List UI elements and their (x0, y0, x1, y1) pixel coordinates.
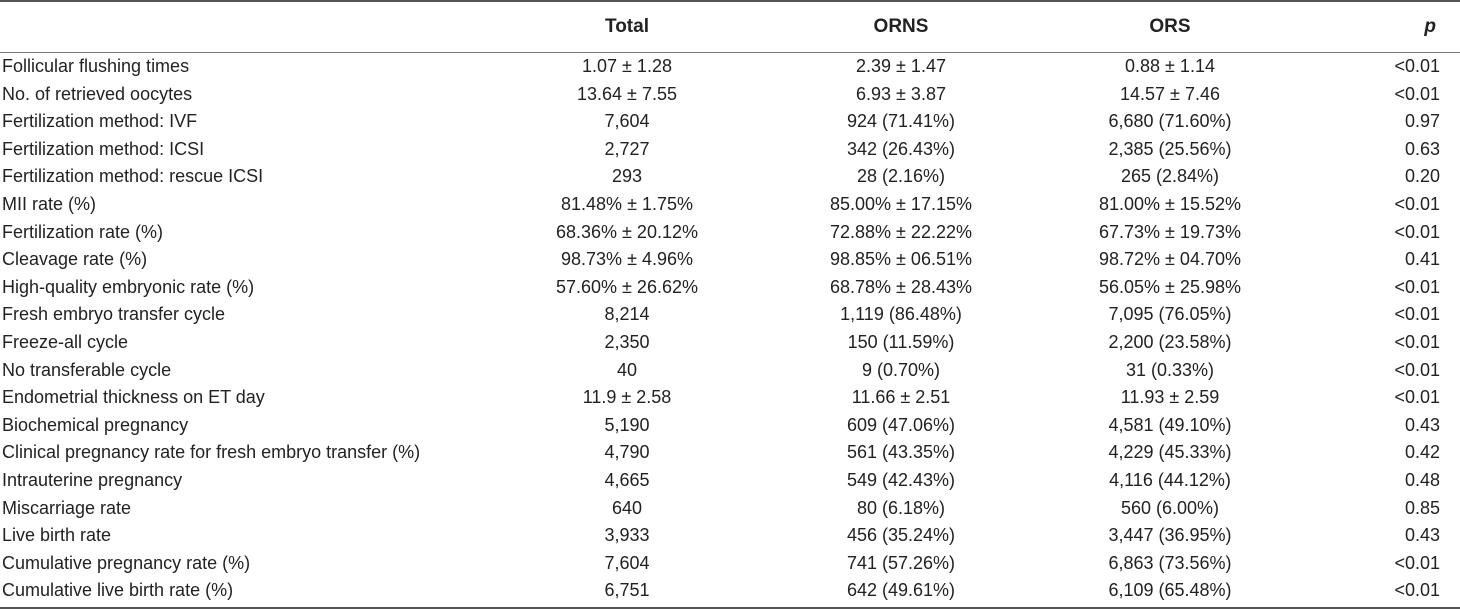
cell-orns: 456 (35.24%) (846, 525, 956, 546)
header-row (0, 0, 1460, 53)
cell-orns: 342 (26.43%) (846, 138, 956, 159)
cell-p-value: <0.01 (1394, 56, 1440, 76)
row-label: Intrauterine pregnancy (2, 469, 183, 490)
table-row (0, 301, 1460, 329)
table-body (0, 53, 1460, 605)
cell-orns: 85.00% ± 17.15% (830, 193, 972, 214)
cell-orns: 150 (11.59%) (847, 331, 955, 352)
table-row (0, 522, 1460, 550)
cell-ors: 31 (0.33%) (1125, 359, 1215, 380)
cell-p-value: 0.48 (1404, 469, 1440, 490)
table-row (0, 495, 1460, 523)
cell-ors: 0.88 ± 1.14 (1125, 56, 1215, 76)
cell-total: 3,933 (604, 525, 650, 546)
cell-total: 7,604 (604, 552, 650, 573)
table-row (0, 577, 1460, 605)
cell-p-value: <0.01 (1394, 304, 1440, 325)
cell-total: 4,665 (604, 469, 650, 490)
table-row (0, 246, 1460, 274)
cell-orns: 72.88% ± 22.22% (830, 221, 972, 242)
cell-orns: 28 (2.16%) (856, 166, 946, 187)
row-label: High-quality embryonic rate (%) (2, 276, 255, 297)
cell-ors: 2,385 (25.56%) (1108, 138, 1232, 159)
cell-ors: 81.00% ± 15.52% (1099, 193, 1241, 214)
row-label: Biochemical pregnancy (2, 414, 189, 435)
cell-orns: 561 (43.35%) (846, 442, 956, 463)
cell-ors: 4,229 (45.33%) (1108, 442, 1232, 463)
row-label: Miscarriage rate (2, 497, 132, 518)
cell-ors: 56.05% ± 25.98% (1099, 276, 1241, 297)
table-row (0, 329, 1460, 357)
row-label: Fresh embryo transfer cycle (2, 304, 226, 325)
table-row (0, 81, 1460, 109)
cell-total: 8,214 (604, 304, 650, 325)
cell-ors: 3,447 (36.95%) (1108, 525, 1232, 546)
row-label: Fertilization method: IVF (2, 111, 198, 132)
cell-orns: 642 (49.61%) (846, 580, 956, 601)
cell-p-value: <0.01 (1394, 387, 1440, 408)
cell-orns: 549 (42.43%) (846, 469, 956, 490)
cell-ors: 6,863 (73.56%) (1108, 552, 1232, 573)
cell-ors: 4,581 (49.10%) (1108, 414, 1232, 435)
table-row (0, 108, 1460, 136)
cell-p-value: 0.63 (1404, 138, 1440, 159)
table-row (0, 412, 1460, 440)
table-row (0, 163, 1460, 191)
cell-total: 68.36% ± 20.12% (556, 221, 698, 242)
cell-p-value: <0.01 (1394, 359, 1440, 380)
cell-orns: 68.78% ± 28.43% (830, 276, 972, 297)
row-label: Freeze-all cycle (2, 331, 129, 352)
cell-p-value: 0.20 (1404, 166, 1440, 187)
cell-total: 6,751 (604, 580, 650, 601)
cell-ors: 2,200 (23.58%) (1108, 331, 1232, 352)
header-p-value: p (1424, 15, 1436, 37)
cell-total: 5,190 (604, 414, 650, 435)
row-label: Live birth rate (2, 525, 112, 546)
table-row (0, 384, 1460, 412)
cell-p-value: 0.43 (1404, 525, 1440, 546)
table-row (0, 439, 1460, 467)
table-row (0, 467, 1460, 495)
cell-orns: 924 (71.41%) (846, 111, 956, 132)
cell-p-value: <0.01 (1394, 331, 1440, 352)
table-row (0, 357, 1460, 385)
cell-orns: 1,119 (86.48%) (840, 304, 962, 325)
cell-total: 640 (611, 497, 643, 518)
cell-total: 40 (616, 359, 638, 380)
header-orns: ORNS (873, 15, 929, 37)
cell-p-value: 0.97 (1404, 111, 1440, 132)
cell-total: 81.48% ± 1.75% (561, 193, 693, 214)
cell-p-value: 0.85 (1404, 497, 1440, 518)
cell-total: 1.07 ± 1.28 (582, 56, 672, 76)
cell-p-value: <0.01 (1394, 83, 1440, 104)
cell-p-value: <0.01 (1394, 552, 1440, 573)
cell-total: 13.64 ± 7.55 (577, 83, 677, 104)
cell-orns: 80 (6.18%) (856, 497, 946, 518)
row-label: Cumulative pregnancy rate (%) (2, 552, 251, 573)
table-row (0, 53, 1460, 81)
cell-orns: 6.93 ± 3.87 (856, 83, 946, 104)
cell-p-value: <0.01 (1394, 193, 1440, 214)
cell-total: 4,790 (604, 442, 650, 463)
cell-orns: 741 (57.26%) (846, 552, 956, 573)
cell-p-value: 0.43 (1404, 414, 1440, 435)
cell-orns: 9 (0.70%) (861, 359, 941, 380)
cell-p-value: 0.42 (1404, 442, 1440, 463)
cell-ors: 7,095 (76.05%) (1108, 304, 1232, 325)
table-row (0, 274, 1460, 302)
cell-p-value: 0.41 (1404, 249, 1440, 270)
cell-ors: 98.72% ± 04.70% (1099, 249, 1241, 270)
row-label: Cumulative live birth rate (%) (2, 580, 234, 601)
row-label: No. of retrieved oocytes (2, 83, 193, 104)
cell-total: 11.9 ± 2.58 (582, 387, 672, 408)
cell-ors: 14.57 ± 7.46 (1120, 83, 1220, 104)
cell-ors: 67.73% ± 19.73% (1099, 221, 1241, 242)
cell-orns: 2.39 ± 1.47 (856, 56, 946, 76)
header-ors: ORS (1149, 15, 1191, 37)
cell-orns: 98.85% ± 06.51% (830, 249, 972, 270)
cell-orns: 609 (47.06%) (846, 414, 956, 435)
row-label: Endometrial thickness on ET day (2, 387, 265, 408)
header-total: Total (605, 15, 649, 37)
cell-total: 7,604 (604, 111, 650, 132)
row-label: Cleavage rate (%) (2, 249, 148, 270)
cell-ors: 4,116 (44.12%) (1109, 469, 1231, 490)
table-row (0, 550, 1460, 578)
row-label: Fertilization method: ICSI (2, 138, 205, 159)
cell-ors: 6,109 (65.48%) (1108, 580, 1232, 601)
cell-ors: 6,680 (71.60%) (1108, 111, 1232, 132)
cell-ors: 11.93 ± 2.59 (1120, 387, 1220, 408)
cell-p-value: <0.01 (1394, 221, 1440, 242)
table-row (0, 136, 1460, 164)
cell-total: 98.73% ± 4.96% (561, 249, 693, 270)
row-label: Follicular flushing times (2, 56, 190, 76)
cell-total: 293 (611, 166, 643, 187)
row-label: Fertilization method: rescue ICSI (2, 166, 264, 187)
table-row (0, 219, 1460, 247)
cell-total: 2,350 (604, 331, 650, 352)
row-label: MII rate (%) (2, 193, 97, 214)
cell-p-value: <0.01 (1394, 580, 1440, 601)
header-variable (0, 0, 492, 53)
table-row (0, 191, 1460, 219)
row-label: Clinical pregnancy rate for fresh embryo transfer (%) (2, 442, 421, 463)
cell-total: 2,727 (604, 138, 650, 159)
cell-p-value: <0.01 (1394, 276, 1440, 297)
row-label: Fertilization rate (%) (2, 221, 164, 242)
cell-total: 57.60% ± 26.62% (556, 276, 698, 297)
cell-ors: 265 (2.84%) (1120, 166, 1220, 187)
row-label: No transferable cycle (2, 359, 172, 380)
cell-ors: 560 (6.00%) (1120, 497, 1220, 518)
cell-orns: 11.66 ± 2.51 (851, 387, 951, 408)
